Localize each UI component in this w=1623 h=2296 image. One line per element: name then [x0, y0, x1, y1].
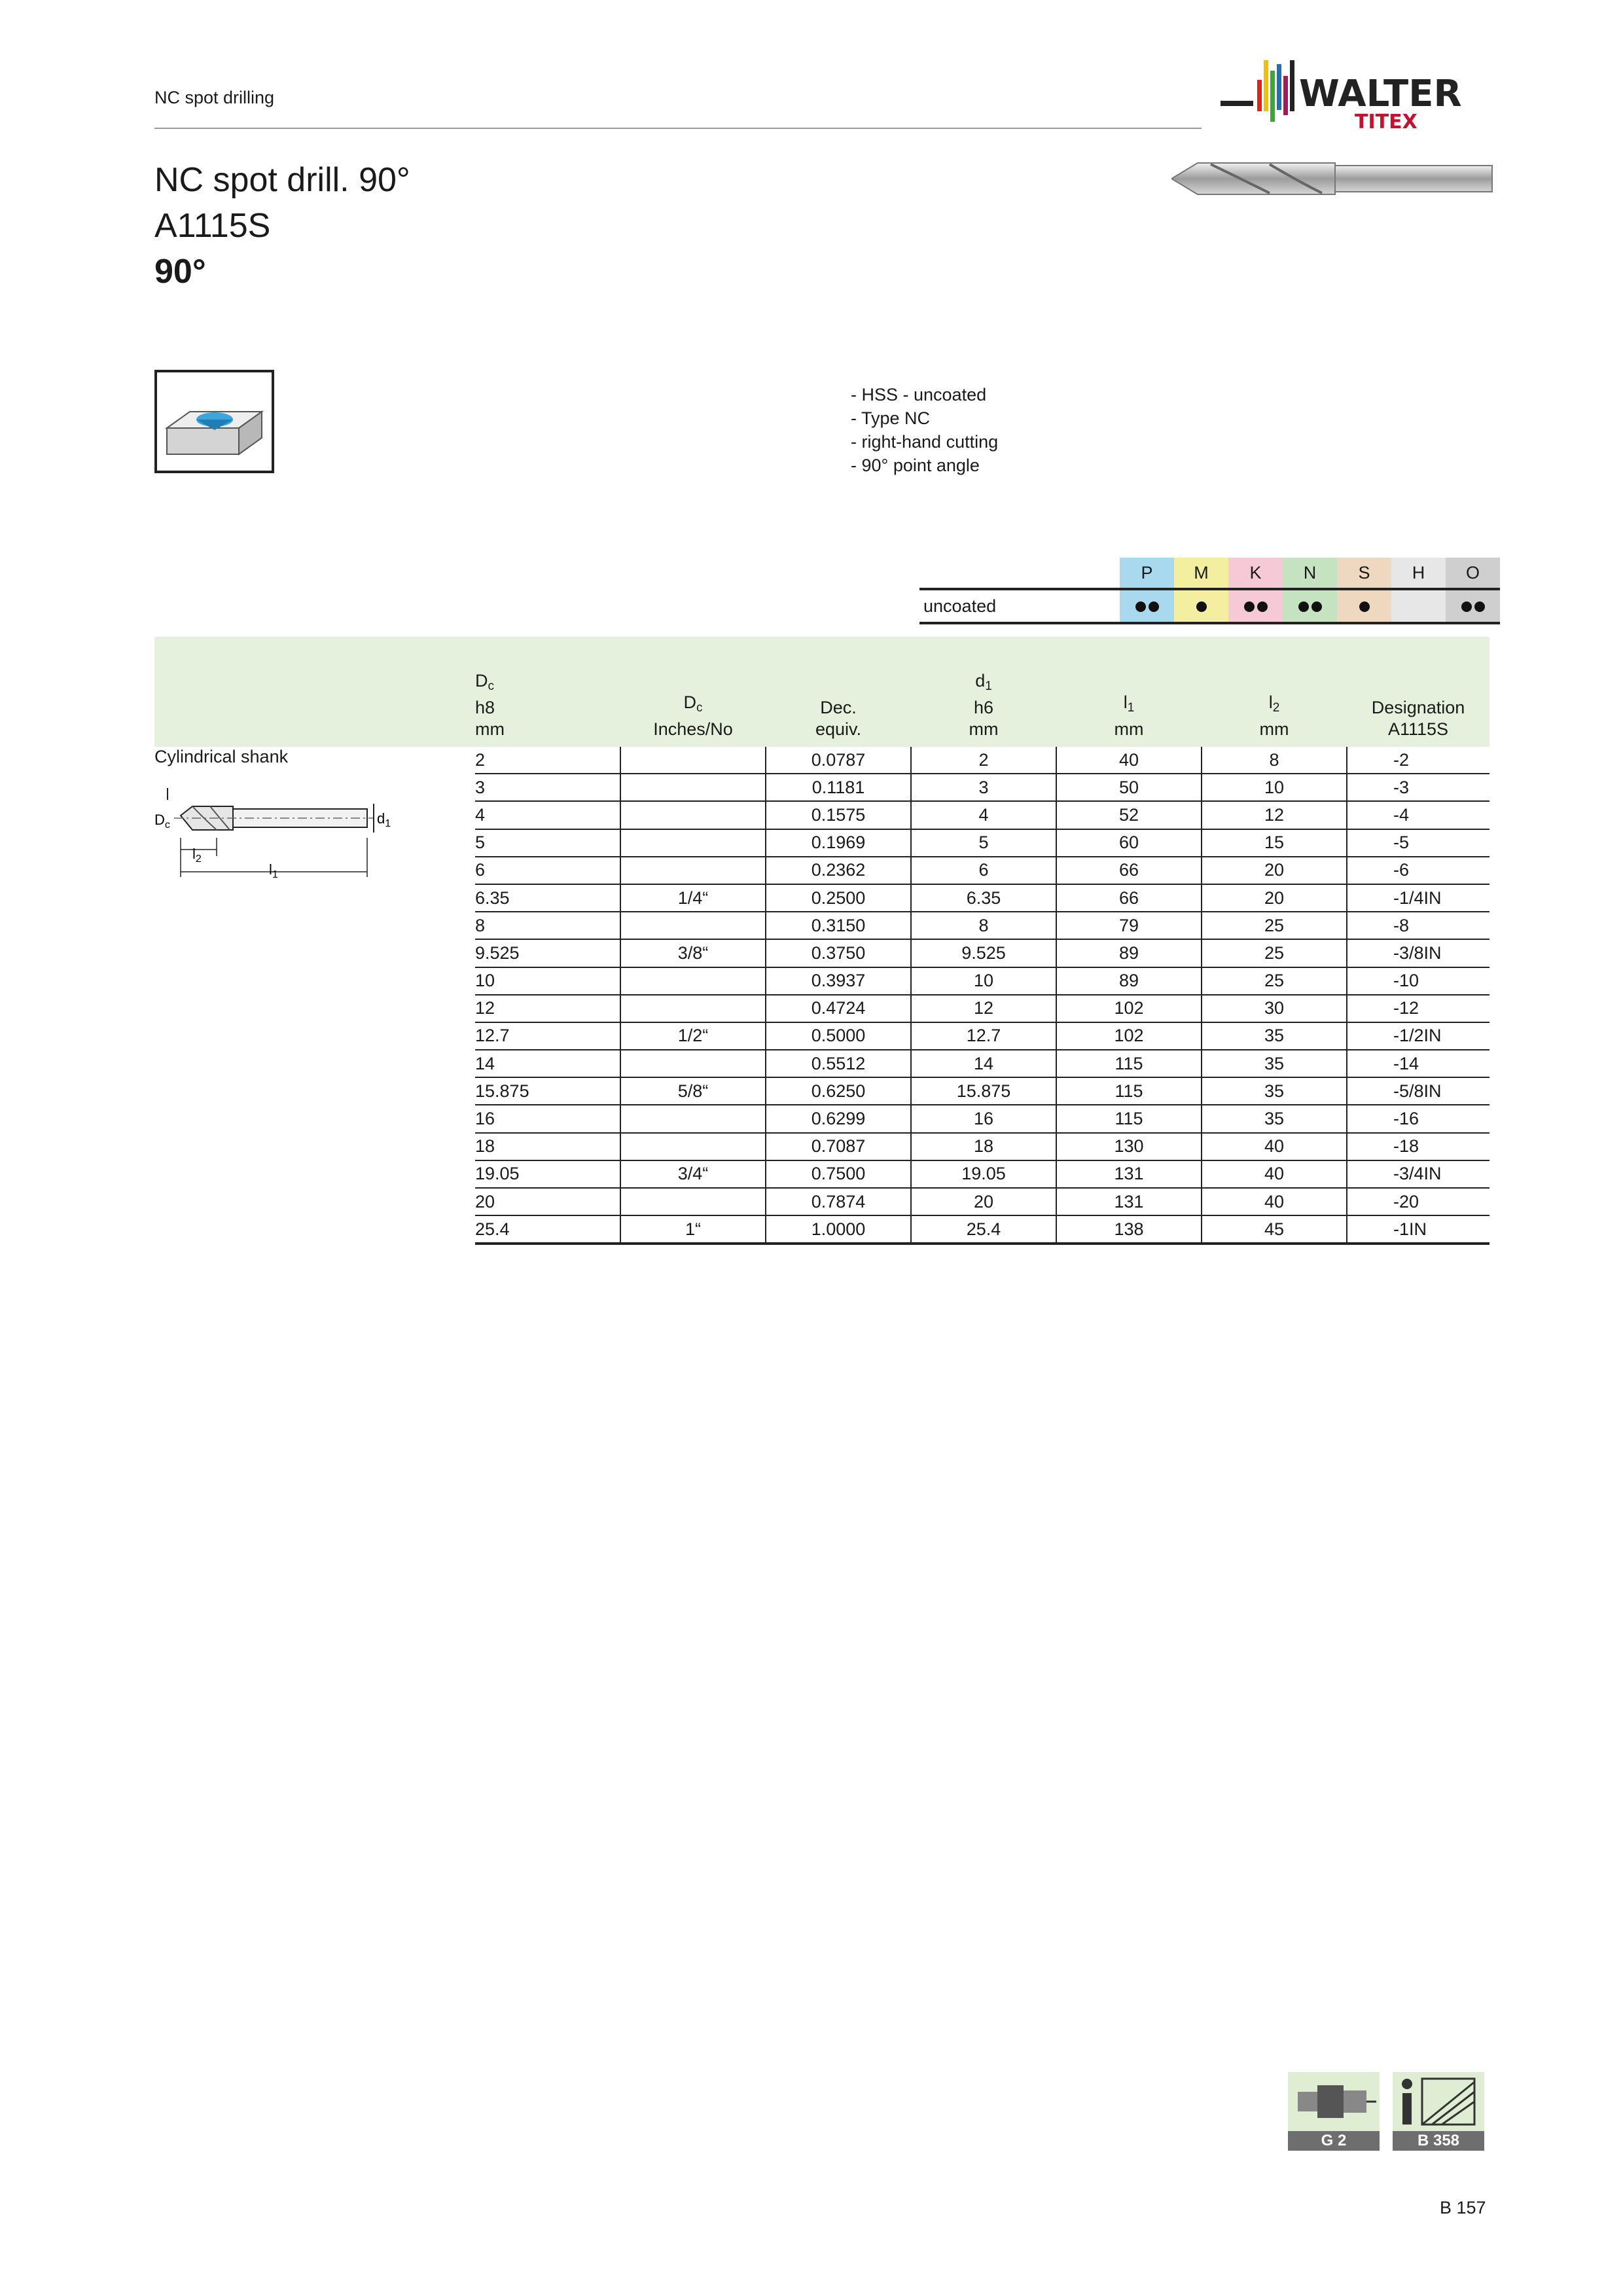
table-cell: 0.5512 [766, 1050, 911, 1077]
table-cell: 25 [1202, 912, 1347, 939]
table-cell: 12 [1202, 801, 1347, 829]
table-cell: 16 [911, 1105, 1056, 1132]
table-cell: 0.3150 [766, 912, 911, 939]
table-cell: 79 [1056, 912, 1202, 939]
table-cell: 30 [1202, 995, 1347, 1022]
table-cell: 10 [475, 967, 620, 995]
table-cell [620, 1050, 766, 1077]
table-cell: 20 [1202, 857, 1347, 884]
table-cell: 12.7 [911, 1022, 1056, 1050]
table-cell: -3/4IN [1347, 1160, 1489, 1188]
table-cell: 25 [1202, 939, 1347, 967]
table-cell: 3 [911, 774, 1056, 801]
table-cell: 6 [911, 857, 1056, 884]
table-cell: 15 [1202, 829, 1347, 857]
table-cell: 138 [1056, 1215, 1202, 1244]
svg-text:TITEX: TITEX [1355, 111, 1418, 132]
table-cell: 9.525 [475, 939, 620, 967]
table-cell: -2 [1347, 747, 1489, 774]
table-cell: 4 [475, 801, 620, 829]
feature-item: - Type NC [851, 408, 931, 428]
cutting-data-reference-icon[interactable] [1393, 2072, 1484, 2151]
table-cell: -3/8IN [1347, 939, 1489, 967]
col-header-l1: $l_1$ mm [1114, 692, 1144, 739]
table-cell: 3/4“ [620, 1160, 766, 1188]
col-header-dc-mm: $D_c$ h8 mm [475, 671, 505, 739]
table-cell: 5 [475, 829, 620, 857]
suitability-dot [1257, 601, 1268, 612]
table-cell: 52 [1056, 801, 1202, 829]
coating-label: uncoated [919, 589, 1120, 623]
table-cell: 1/4“ [620, 884, 766, 912]
suitability-cell [1120, 589, 1174, 623]
section-label: NC spot drilling [154, 88, 275, 107]
table-cell: 15.875 [475, 1077, 620, 1105]
table-cell: 35 [1202, 1077, 1347, 1105]
table-cell: 16 [475, 1105, 620, 1132]
table-cell: 115 [1056, 1077, 1202, 1105]
suitability-dot [1244, 601, 1255, 612]
suitability-cell [1337, 589, 1391, 623]
table-cell: 14 [475, 1050, 620, 1077]
material-group-p: P [1120, 558, 1174, 589]
toolholder-icon [1288, 2072, 1380, 2131]
table-cell: -1/2IN [1347, 1022, 1489, 1050]
product-code: A1115S [154, 207, 271, 245]
table-cell: 0.6299 [766, 1105, 911, 1132]
table-cell: 8 [475, 912, 620, 939]
suitability-dot [1461, 601, 1472, 612]
table-cell: 25 [1202, 967, 1347, 995]
col-header-d1: $d_1$ h6 mm [969, 671, 999, 739]
material-header-row [919, 558, 1500, 589]
table-cell: 50 [1056, 774, 1202, 801]
svg-text:Dc: $D_c$ [154, 812, 170, 831]
table-cell: 5 [911, 829, 1056, 857]
table-cell: -1/4IN [1347, 884, 1489, 912]
table-cell: -6 [1347, 857, 1489, 884]
shank-type-label: Cylindrical shank [154, 747, 289, 766]
table-cell: -5 [1347, 829, 1489, 857]
page-number: B 157 [1440, 2198, 1486, 2217]
table-cell: 115 [1056, 1105, 1202, 1132]
col-header-dec-equiv: Dec. equiv. [815, 698, 862, 739]
table-cell: -5/8IN [1347, 1077, 1489, 1105]
toolholder-reference-icon[interactable] [1288, 2072, 1380, 2151]
suitability-cell [1283, 589, 1337, 623]
table-cell [620, 995, 766, 1022]
table-cell: 0.7500 [766, 1160, 911, 1188]
table-cell: 1.0000 [766, 1215, 911, 1244]
table-cell: 40 [1202, 1188, 1347, 1215]
suitability-dot [1359, 601, 1370, 612]
table-cell: 115 [1056, 1050, 1202, 1077]
table-cell: 14 [911, 1050, 1056, 1077]
table-cell: 0.6250 [766, 1077, 911, 1105]
table-cell [620, 912, 766, 939]
table-cell [620, 1105, 766, 1132]
table-cell: 20 [911, 1188, 1056, 1215]
table-cell: 3/8“ [620, 939, 766, 967]
table-cell: 19.05 [475, 1160, 620, 1188]
table-cell [620, 829, 766, 857]
header-rule [154, 128, 1202, 129]
table-cell: 89 [1056, 939, 1202, 967]
svg-text:WALTER: WALTER [1299, 73, 1462, 115]
table-cell: 3 [475, 774, 620, 801]
suitability-cell [1174, 589, 1228, 623]
table-cell: 12.7 [475, 1022, 620, 1050]
table-cell [620, 774, 766, 801]
table-cell: 0.2362 [766, 857, 911, 884]
table-cell: 0.3937 [766, 967, 911, 995]
table-cell: 12 [911, 995, 1056, 1022]
table-cell [620, 967, 766, 995]
table-cell: 131 [1056, 1160, 1202, 1188]
table-cell: -10 [1347, 967, 1489, 995]
walter-titex-logo [1221, 60, 1495, 132]
table-cell: 35 [1202, 1022, 1347, 1050]
suitability-dot [1311, 601, 1322, 612]
material-group-o: O [1446, 558, 1500, 589]
table-cell [620, 1188, 766, 1215]
table-cell: 4 [911, 801, 1056, 829]
table-row [154, 747, 1489, 774]
suitability-cell [1228, 589, 1283, 623]
table-cell: 9.525 [911, 939, 1056, 967]
table-cell: 0.7087 [766, 1133, 911, 1160]
suitability-cell [1391, 589, 1446, 623]
table-cell: 20 [475, 1188, 620, 1215]
table-cell: 35 [1202, 1050, 1347, 1077]
table-cell [620, 747, 766, 774]
point-angle: 90° [154, 253, 206, 291]
table-cell: 40 [1202, 1133, 1347, 1160]
table-cell: 102 [1056, 1022, 1202, 1050]
table-cell: -1IN [1347, 1215, 1489, 1244]
table-cell: 0.1575 [766, 801, 911, 829]
table-cell: 1/2“ [620, 1022, 766, 1050]
table-cell: -4 [1347, 801, 1489, 829]
coating-row [919, 589, 1500, 623]
drill-product-photo [1171, 154, 1499, 206]
suitability-cell [1446, 589, 1500, 623]
table-cell: -3 [1347, 774, 1489, 801]
table-cell: 130 [1056, 1133, 1202, 1160]
table-cell: 89 [1056, 967, 1202, 995]
table-cell: 18 [911, 1133, 1056, 1160]
table-header-row [154, 637, 1489, 747]
table-cell: 19.05 [911, 1160, 1056, 1188]
table-cell: 0.1181 [766, 774, 911, 801]
svg-text:l2: $l_2$ [192, 846, 202, 865]
suitability-dot [1149, 601, 1159, 612]
page-title: NC spot drill. 90° [154, 161, 410, 199]
table-cell: -14 [1347, 1050, 1489, 1077]
table-cell: 25.4 [475, 1215, 620, 1244]
table-cell: -20 [1347, 1188, 1489, 1215]
material-group-s: S [1337, 558, 1391, 589]
material-group-h: H [1391, 558, 1446, 589]
suitability-dot [1474, 601, 1485, 612]
svg-text:d1: $d_1$ [377, 810, 391, 829]
svg-text:l1: $l_1$ [269, 861, 278, 880]
suitability-dot [1135, 601, 1146, 612]
material-group-m: M [1174, 558, 1228, 589]
table-cell: 5/8“ [620, 1077, 766, 1105]
table-cell [620, 857, 766, 884]
table-cell: 6 [475, 857, 620, 884]
table-cell: 0.5000 [766, 1022, 911, 1050]
dimension-table [154, 637, 1489, 1245]
table-cell: -12 [1347, 995, 1489, 1022]
feature-item: - right-hand cutting [851, 432, 999, 452]
table-cell: 25.4 [911, 1215, 1056, 1244]
table-cell: 0.4724 [766, 995, 911, 1022]
table-cell: 8 [1202, 747, 1347, 774]
table-cell: 2 [911, 747, 1056, 774]
col-header-dc-inches: $D_c$ Inches/No [653, 692, 733, 739]
table-cell: 0.3750 [766, 939, 911, 967]
table-cell: 6.35 [911, 884, 1056, 912]
feature-item: - HSS - uncoated [851, 385, 987, 404]
workpiece-icon [157, 372, 272, 471]
suitability-dot [1298, 601, 1309, 612]
table-cell: -16 [1347, 1105, 1489, 1132]
col-header-l2: $l_2$ mm [1259, 692, 1289, 739]
table-cell [620, 1133, 766, 1160]
table-cell: 45 [1202, 1215, 1347, 1244]
col-header-designation: Designation A1115S [1371, 698, 1465, 739]
feature-item: - 90° point angle [851, 456, 980, 475]
material-group-n: N [1283, 558, 1337, 589]
table-cell: -8 [1347, 912, 1489, 939]
table-cell: 35 [1202, 1105, 1347, 1132]
table-cell: 12 [475, 995, 620, 1022]
table-cell [620, 801, 766, 829]
table-cell: 40 [1056, 747, 1202, 774]
feature-list [851, 383, 998, 477]
table-cell: 10 [1202, 774, 1347, 801]
table-cell: 10 [911, 967, 1056, 995]
table-cell: 18 [475, 1133, 620, 1160]
table-cell: 0.2500 [766, 884, 911, 912]
reference-label: G 2 [1288, 2131, 1380, 2151]
reference-label: B 358 [1393, 2131, 1484, 2151]
table-cell: 0.0787 [766, 747, 911, 774]
material-group-table [919, 558, 1500, 624]
table-cell: 60 [1056, 829, 1202, 857]
table-cell: 102 [1056, 995, 1202, 1022]
suitability-dot [1196, 601, 1207, 612]
table-cell: 0.7874 [766, 1188, 911, 1215]
table-cell: 6.35 [475, 884, 620, 912]
spot-drilling-application-icon [154, 370, 274, 473]
shank-dimension-diagram [154, 779, 429, 884]
table-cell: 8 [911, 912, 1056, 939]
table-cell: 1“ [620, 1215, 766, 1244]
table-cell: 66 [1056, 884, 1202, 912]
table-cell: 131 [1056, 1188, 1202, 1215]
material-group-k: K [1228, 558, 1283, 589]
table-cell: 66 [1056, 857, 1202, 884]
table-cell: 2 [475, 747, 620, 774]
table-cell: 20 [1202, 884, 1347, 912]
info-chart-icon [1393, 2072, 1484, 2131]
table-cell: -18 [1347, 1133, 1489, 1160]
table-cell: 40 [1202, 1160, 1347, 1188]
table-cell: 15.875 [911, 1077, 1056, 1105]
table-cell: 0.1969 [766, 829, 911, 857]
